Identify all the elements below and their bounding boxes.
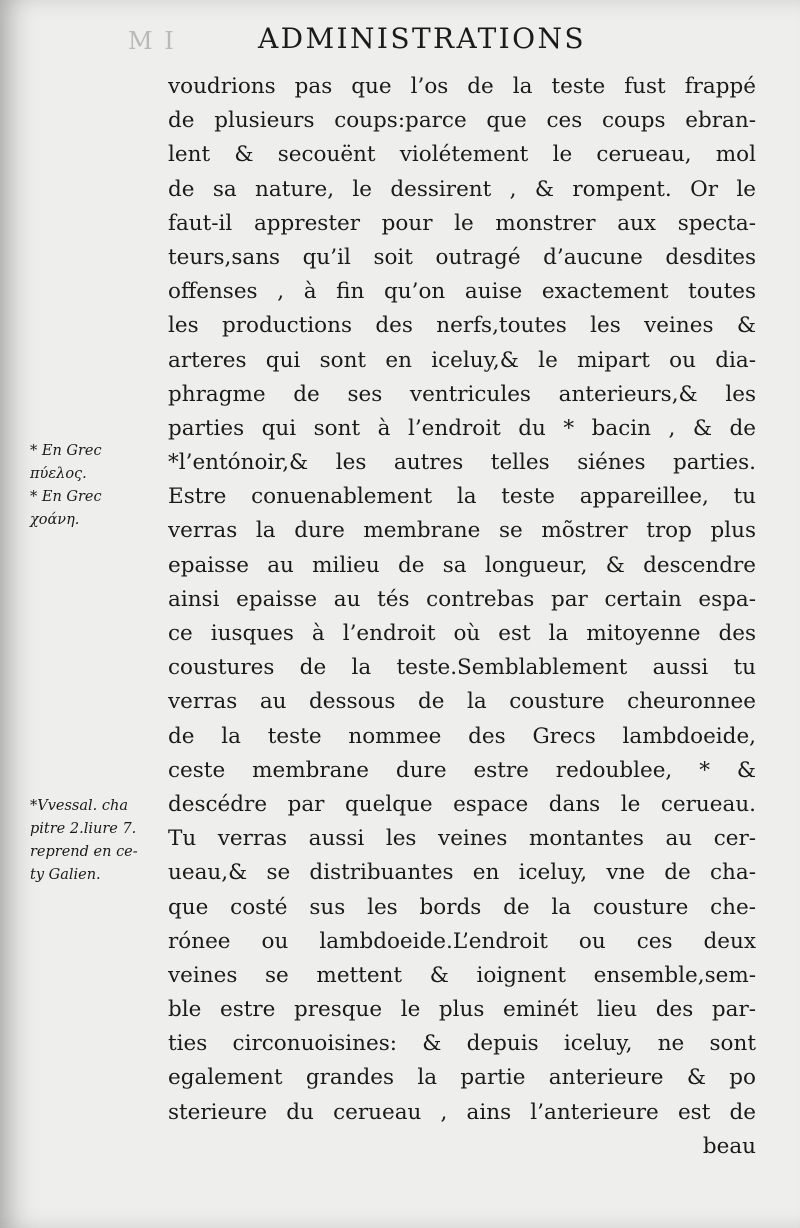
text-line: de la teste nommee des Grecs lambdoeide,	[168, 723, 756, 749]
margin-note-line: πύελος.	[30, 466, 87, 482]
text-line: ble estre presque le plus eminét lieu des par-	[168, 997, 756, 1023]
catchword: beau	[702, 1133, 756, 1159]
margin-note-vesalius	[30, 795, 158, 887]
text-line: veines se mettent & ioignent ensemble,sem-	[168, 962, 756, 988]
margin-note-line: * En Grec	[30, 443, 102, 459]
text-line: sterieure du cerueau , ains l’anterieure est de	[168, 1099, 756, 1125]
margin-note-line: χοάνη.	[30, 512, 80, 528]
text-line: faut-il apprester pour le monstrer aux specta-	[168, 210, 756, 236]
text-line: ceste membrane dure estre redoublee, * &	[168, 757, 756, 783]
margin-note-line: ty Galien.	[30, 867, 101, 883]
text-line: teurs,sans qu’il soit outragé d’aucune desdites	[168, 244, 756, 270]
text-line: descédre par quelque espace dans le cerueau.	[168, 791, 756, 817]
text-line: voudrions pas que l’os de la teste fust frappé	[168, 74, 756, 99]
text-line: ainsi epaisse au tés contrebas par certain espa-	[168, 586, 756, 612]
text-line: ueau,& se distribuantes en iceluy, vne de cha-	[168, 860, 756, 886]
text-line: parties qui sont à l’endroit du * bacin , & de	[168, 415, 756, 441]
text-line: Estre conuenablement la teste appareillee, tu	[168, 484, 756, 510]
text-line: rónee ou lambdoeide.L’endroit ou ces deux	[168, 928, 756, 954]
body-text	[168, 70, 756, 1164]
text-line: *l’entónoir,& les autres telles siénes parties.	[168, 450, 756, 476]
margin-note-line: reprend en ce-	[30, 844, 138, 860]
text-line: phragme de ses ventricules anterieurs,& les	[168, 381, 756, 407]
margin-note-line: *Vvessal. cha	[30, 798, 128, 814]
text-line: lent & secouënt violétement le cerueau, mol	[168, 142, 756, 168]
text-line: ce iusques à l’endroit où est la mitoyenne des	[168, 621, 756, 646]
text-line: coustures de la teste.Semblablement aussi tu	[168, 655, 756, 681]
gutter-bleed-text: M I	[128, 27, 176, 55]
text-line: ties circonuoisines: & depuis iceluy, ne sont	[168, 1031, 756, 1057]
text-line: de plusieurs coups:parce que ces coups ebran-	[168, 108, 756, 134]
text-line: les productions des nerfs,toutes les veines &	[168, 313, 756, 339]
text-line: epaisse au milieu de sa longueur, & descendre	[168, 552, 756, 578]
text-line: de sa nature, le dessirent , & rompent. Or le	[168, 176, 756, 202]
margin-note-line: pitre 2.liure 7.	[30, 821, 137, 837]
margin-note-line: * En Grec	[30, 489, 102, 505]
text-line: verras au dessous de la cousture cheuronnee	[168, 689, 756, 715]
text-line: verras la dure membrane se mõstrer trop plus	[168, 518, 756, 544]
text-line: Tu verras aussi les veines montantes au cer-	[168, 826, 756, 852]
text-line: egalement grandes la partie anterieure & po	[168, 1065, 756, 1091]
text-line: arteres qui sont en iceluy,& le mipart ou dia-	[168, 347, 756, 373]
text-line: que costé sus les bords de la cousture che-	[168, 894, 756, 920]
text-line: offenses , à fin qu’on auise exactement toutes	[168, 279, 756, 305]
margin-note-greek-terms	[30, 440, 158, 532]
running-head: ADMINISTRATIONS	[258, 22, 586, 55]
